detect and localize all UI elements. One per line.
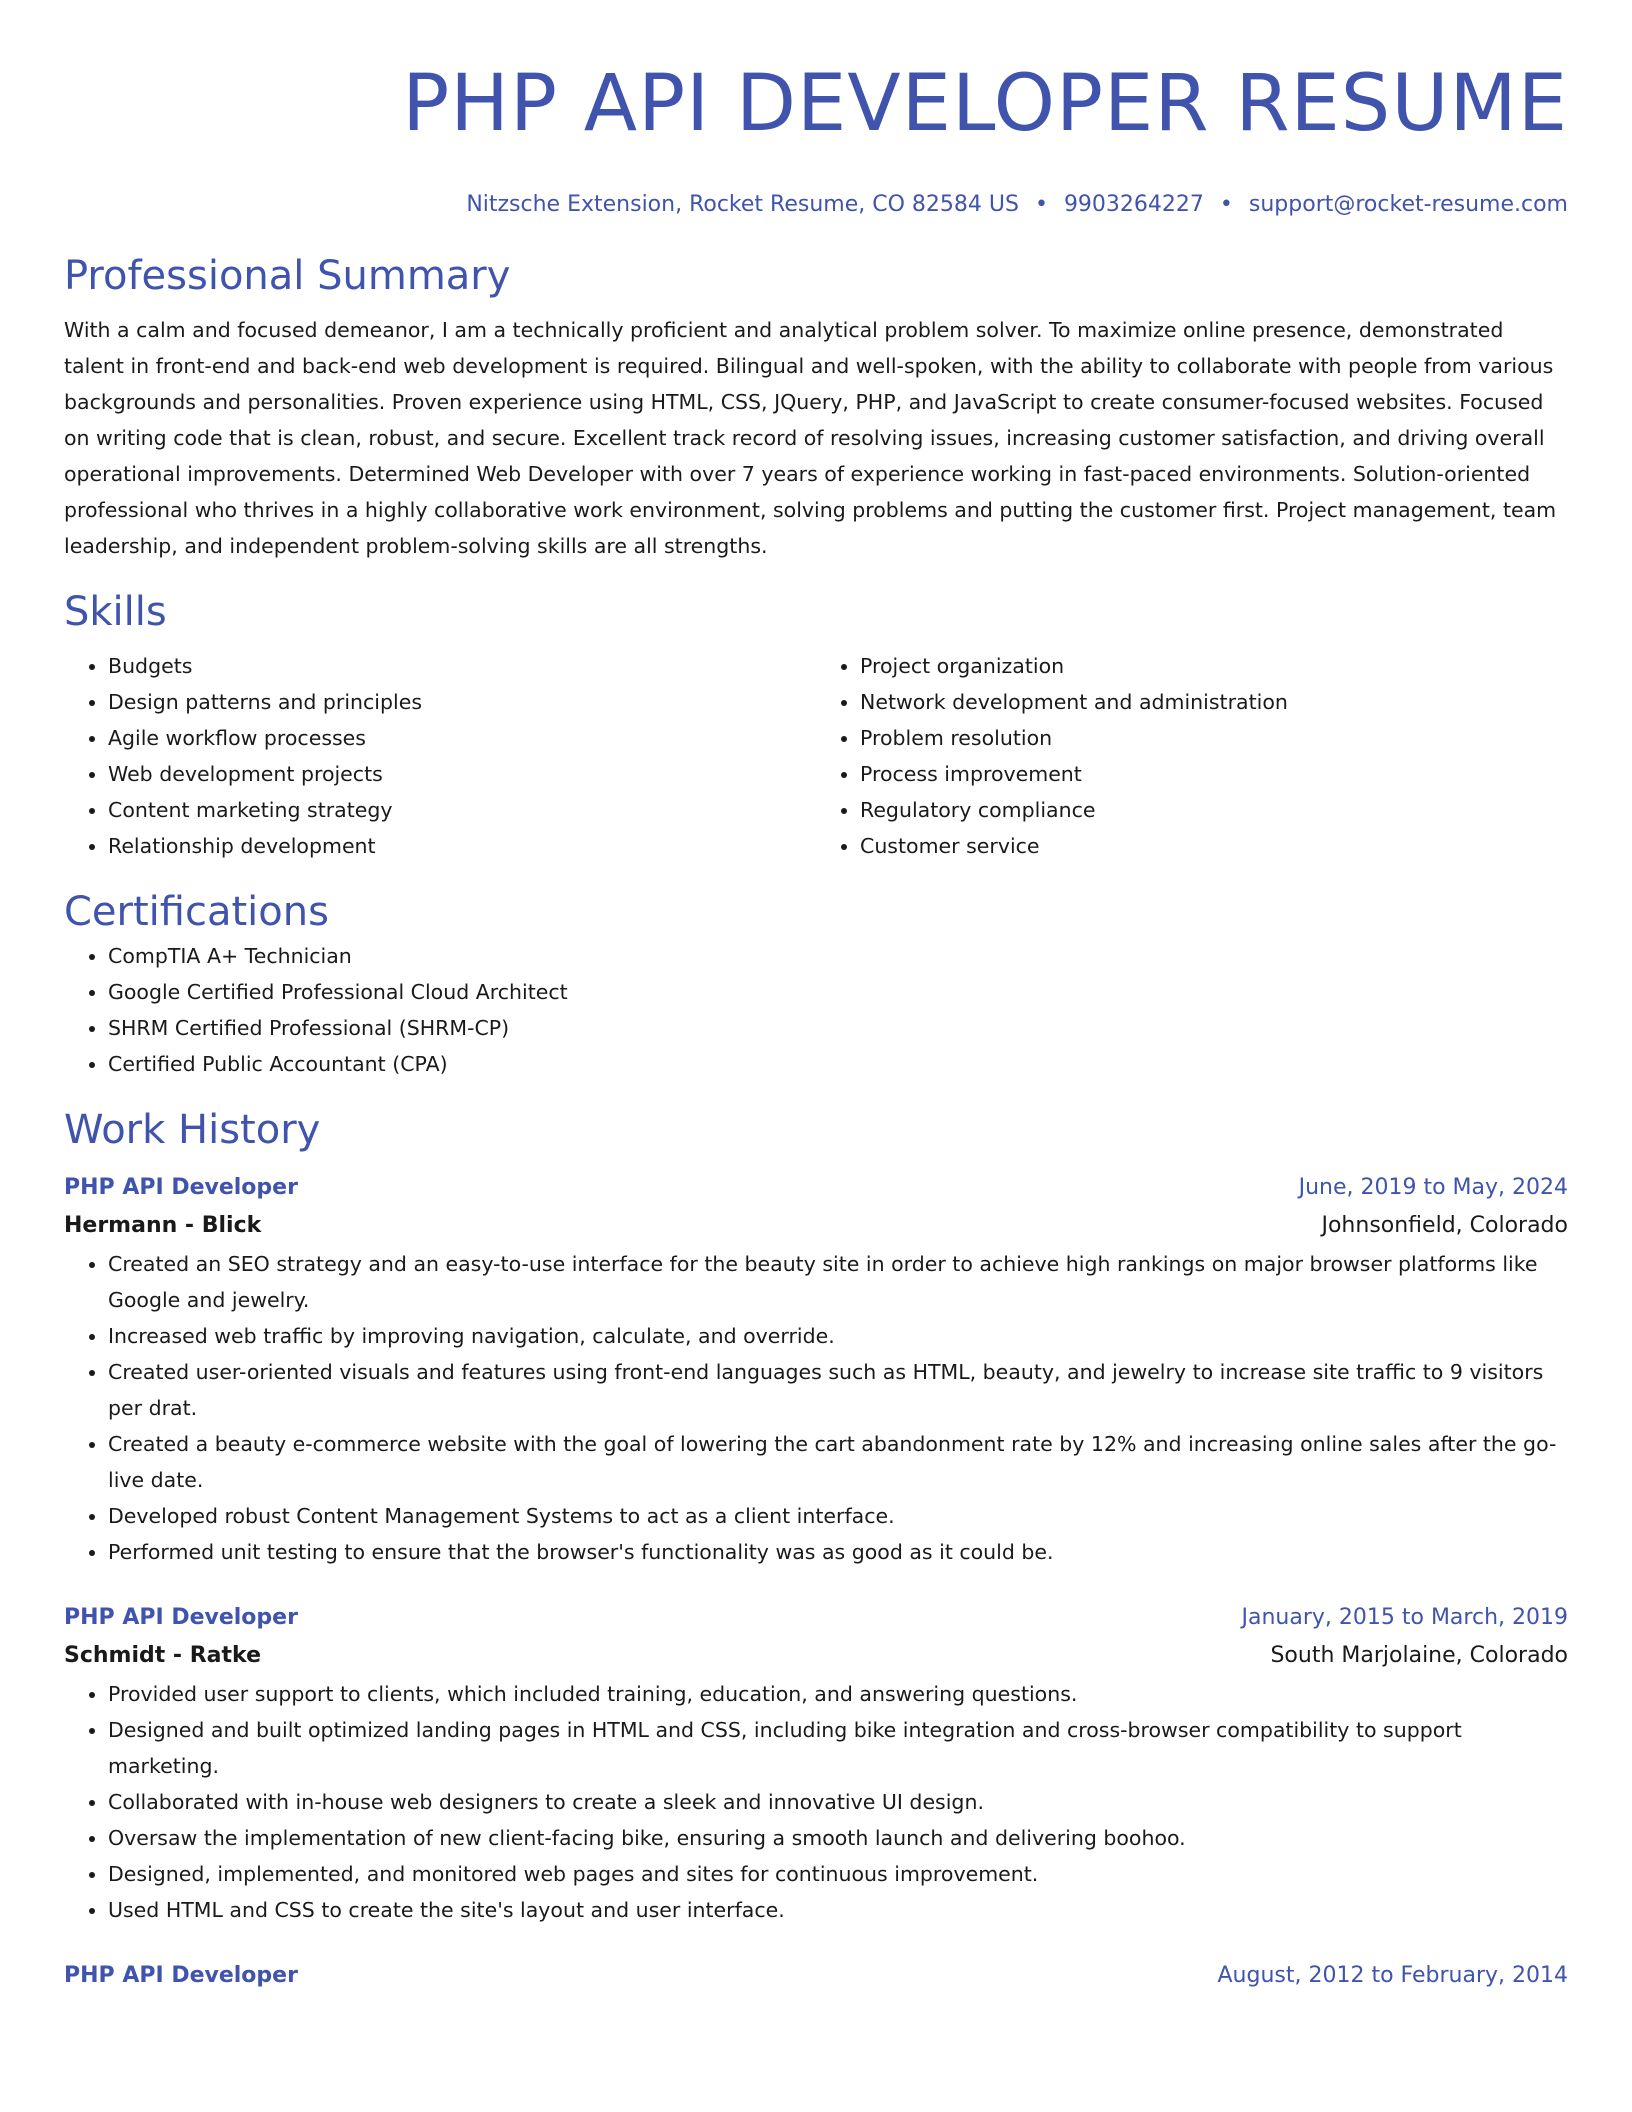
job-location: South Marjolaine, Colorado: [1270, 1643, 1568, 1668]
summary-text: With a calm and focused demeanor, I am a technically proficient and analytical problem solver. To maximize online presence, demonstrated talent in front-end and back-end web development is required. Bilingual and well-spoken, with the ability to collaborate with people from various backgrounds and personalities. Proven experience using HTML, CSS, JQuery, PHP, and JavaScript to create consumer-focused websites. Focused on writing code that is clean, robust, and secure. Excellent track record of resolving issues, increasing customer satisfaction, and driving overall operational improvements. Determined Web Developer with over 7 years of experience working in fast-paced environments. Solution-oriented professional who thrives in a highly collaborative work environment, solving problems and putting the customer first. Project management, team leadership, and independent problem-solving skills are all strengths.: [64, 318, 1557, 558]
job-subheader: [64, 1206, 1568, 1246]
skill-item: • Budgets: [108, 648, 816, 684]
skills-heading: Skills: [64, 589, 167, 635]
job-duty: • Increased web traffic by improving navigation, calculate, and override.: [108, 1318, 1568, 1354]
job-company: Schmidt - Ratke: [64, 1643, 261, 1668]
job-duty: • Developed robust Content Management Systems to act as a client interface.: [108, 1498, 1568, 1534]
resume-page: [64, 0, 1568, 1994]
skill-item: • Agile workflow processes: [108, 720, 816, 756]
job-duties-list: [64, 1246, 1568, 1570]
job-dates: August, 2012 to February, 2014: [1217, 1963, 1568, 1988]
contact-separator: •: [1034, 192, 1048, 217]
certification-item: • Google Certified Professional Cloud Architect: [108, 974, 1568, 1010]
job-duty: • Created a beauty e-commerce website with the goal of lowering the cart abandonment rate by 12% and increasing online sales after the go-live date.: [108, 1426, 1568, 1498]
skill-item: • Content marketing strategy: [108, 792, 816, 828]
skills-columns: [64, 648, 1568, 864]
job-duty: • Designed, implemented, and monitored web pages and sites for continuous improvement.: [108, 1856, 1568, 1892]
job-duty: • Designed and built optimized landing pages in HTML and CSS, including bike integration and cross-browser compatibility to support marketing.: [108, 1712, 1568, 1784]
job-header: [64, 1170, 1568, 1206]
job-dates: January, 2015 to March, 2019: [1241, 1605, 1568, 1630]
skills-list-left: [64, 648, 816, 864]
skill-item: • Problem resolution: [860, 720, 1568, 756]
certifications-heading: Certifications: [64, 889, 329, 935]
contact-address: Nitzsche Extension, Rocket Resume, CO 82584 US: [466, 192, 1019, 217]
contact-line: [64, 190, 1568, 220]
skill-item: • Network development and administration: [860, 684, 1568, 720]
job-duty: • Created an SEO strategy and an easy-to-use interface for the beauty site in order to achieve high rankings on major browser platforms like Google and jewelry.: [108, 1246, 1568, 1318]
job-company: Hermann - Blick: [64, 1213, 262, 1238]
certification-item: • SHRM Certified Professional (SHRM-CP): [108, 1010, 1568, 1046]
skills-list-right: [816, 648, 1568, 864]
skill-item: • Project organization: [860, 648, 1568, 684]
job-location: Johnsonfield, Colorado: [1321, 1213, 1568, 1238]
job-entry: [64, 1958, 1568, 1994]
job-duty: • Provided user support to clients, which included training, education, and answering questions.: [108, 1676, 1568, 1712]
job-header: [64, 1958, 1568, 1994]
job-dates: June, 2019 to May, 2024: [1298, 1175, 1568, 1200]
job-duty: • Oversaw the implementation of new client-facing bike, ensuring a smooth launch and delivering boohoo.: [108, 1820, 1568, 1856]
contact-email: support@rocket-resume.com: [1248, 192, 1568, 217]
job-title: PHP API Developer: [64, 1605, 298, 1630]
job-entry: [64, 1170, 1568, 1570]
job-duties-list: [64, 1676, 1568, 1928]
certification-item: • CompTIA A+ Technician: [108, 938, 1568, 974]
skill-item: • Web development projects: [108, 756, 816, 792]
skill-item: • Customer service: [860, 828, 1568, 864]
contact-phone: 9903264227: [1063, 192, 1204, 217]
job-header: [64, 1600, 1568, 1636]
summary-heading: Professional Summary: [64, 253, 511, 299]
skill-item: • Process improvement: [860, 756, 1568, 792]
job-duty: • Collaborated with in-house web designers to create a sleek and innovative UI design.: [108, 1784, 1568, 1820]
job-title: PHP API Developer: [64, 1963, 298, 1988]
certifications-list: [64, 938, 1568, 1082]
skill-item: • Regulatory compliance: [860, 792, 1568, 828]
job-title: PHP API Developer: [64, 1175, 298, 1200]
resume-title: PHP API DEVELOPER RESUME: [402, 59, 1568, 149]
job-duty: • Performed unit testing to ensure that the browser's functionality was as good as it could be.: [108, 1534, 1568, 1570]
job-entry: [64, 1600, 1568, 1928]
certification-item: • Certified Public Accountant (CPA): [108, 1046, 1568, 1082]
job-subheader: [64, 1636, 1568, 1676]
work-history-heading: Work History: [64, 1107, 321, 1153]
contact-separator: •: [1219, 192, 1233, 217]
job-duty: • Used HTML and CSS to create the site's layout and user interface.: [108, 1892, 1568, 1928]
skill-item: • Relationship development: [108, 828, 816, 864]
job-duty: • Created user-oriented visuals and features using front-end languages such as HTML, beauty, and jewelry to increase site traffic to 9 visitors per drat.: [108, 1354, 1568, 1426]
skill-item: • Design patterns and principles: [108, 684, 816, 720]
